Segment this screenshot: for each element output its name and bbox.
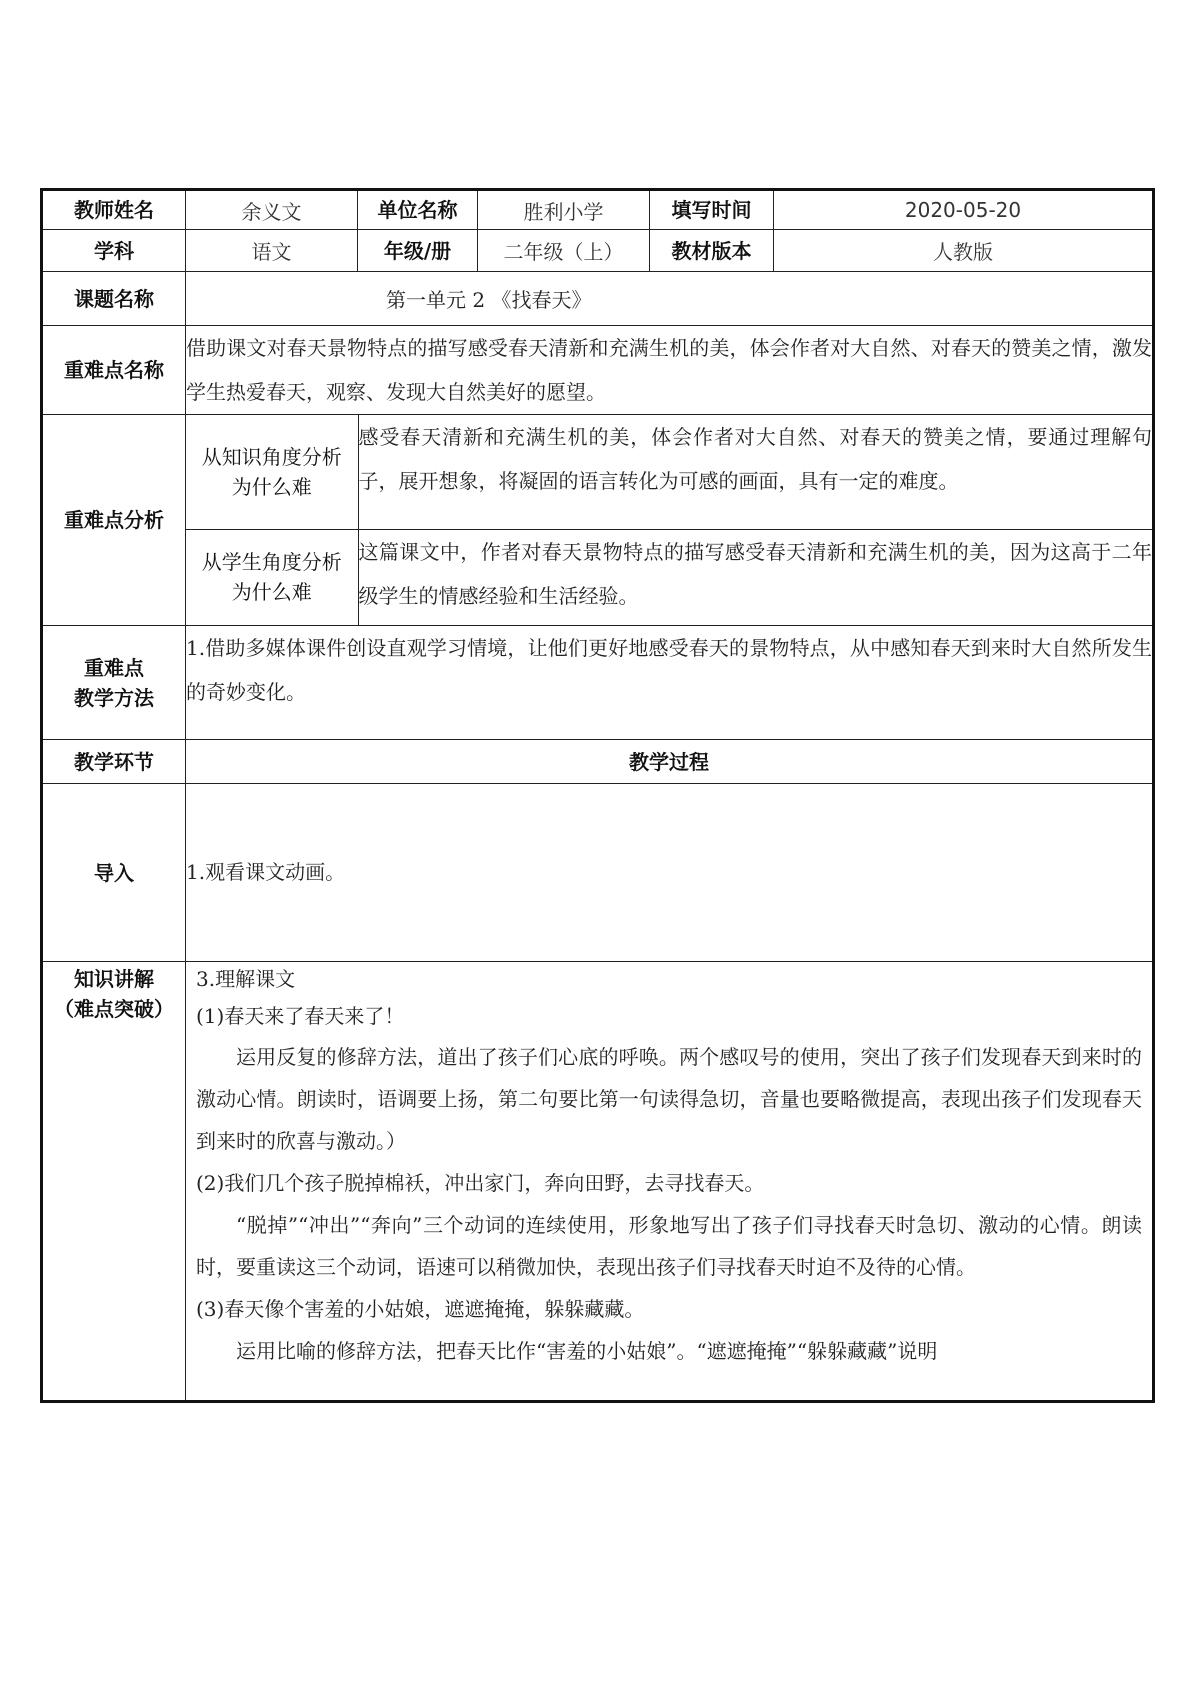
knowledge-p3: 运用反复的修辞方法，道出了孩子们心底的呼唤。两个感叹号的使用，突出了孩子们发现春天到来时的激动心情。朗读时，语调要上扬，第二句要比第一句读得急切，音量也要略微提高，表现出孩子们发现春天到来时的欣喜与激动。） <box>196 1045 1142 1153</box>
key-points-label: 重难点名称 <box>42 326 186 415</box>
knowledge-angle-text: 感受春天清新和充满生机的美，体会作者对大自然、对春天的赞美之情，要通过理解句子，展开想象，将凝固的语言转化为可感的画面，具有一定的难度。 <box>358 415 1152 529</box>
intro-text: 1.观看课文动画。 <box>186 784 1154 962</box>
method-label: 重难点 教学方法 <box>42 626 186 740</box>
knowledge-p6: (3)春天像个害羞的小姑娘，遮遮掩掩，躲躲藏藏。 <box>196 1297 645 1321</box>
method-row <box>42 626 1154 740</box>
analysis-subtable <box>186 415 1152 625</box>
knowledge-p7: 运用比喻的修辞方法，把春天比作“害羞的小姑娘”。“遮遮掩掩”“躲躲藏藏”说明 <box>236 1339 938 1363</box>
lesson-row <box>42 272 1154 326</box>
intro-label: 导入 <box>42 784 186 962</box>
student-angle-label: 从学生角度分析 为什么难 <box>186 529 358 625</box>
grade-label: 年级/册 <box>358 230 478 272</box>
edition-label: 教材版本 <box>650 230 774 272</box>
subject-value: 语文 <box>186 230 358 272</box>
knowledge-p2: (1)春天来了春天来了！ <box>196 1004 405 1028</box>
header-row-1 <box>42 190 1154 230</box>
knowledge-angle-label: 从知识角度分析 为什么难 <box>186 415 358 529</box>
header-row-2 <box>42 230 1154 272</box>
knowledge-angle-row <box>186 415 1152 529</box>
analysis-row <box>42 415 1154 626</box>
key-points-text: 借助课文对春天景物特点的描写感受春天清新和充满生机的美，体会作者对大自然、对春天的赞美之情，激发学生热爱春天，观察、发现大自然美好的愿望。 <box>186 326 1154 415</box>
knowledge-p5: “脱掉”“冲出”“奔向”三个动词的连续使用，形象地写出了孩子们寻找春天时急切、激动的心情。朗读时，要重读这三个动词，语速可以稍微加快，表现出孩子们寻找春天时迫不及待的心情。 <box>196 1213 1142 1279</box>
unit-label: 单位名称 <box>358 190 478 230</box>
teacher-value: 余义文 <box>186 190 358 230</box>
process-header: 教学过程 <box>186 740 1154 784</box>
grade-value: 二年级（上） <box>478 230 650 272</box>
student-angle-row <box>186 529 1152 625</box>
subject-label: 学科 <box>42 230 186 272</box>
intro-row <box>42 784 1154 962</box>
knowledge-label: 知识讲解 （难点突破） <box>42 962 186 1402</box>
student-angle-text: 这篇课文中，作者对春天景物特点的描写感受春天清新和充满生机的美，因为这高于二年级学生的情感经验和生活经验。 <box>358 529 1152 625</box>
unit-value: 胜利小学 <box>478 190 650 230</box>
time-value: 2020-05-20 <box>774 190 1154 230</box>
knowledge-p1: 3.理解课文 <box>196 967 296 991</box>
teacher-label: 教师姓名 <box>42 190 186 230</box>
knowledge-row <box>42 962 1154 1402</box>
knowledge-p4: (2)我们几个孩子脱掉棉袄，冲出家门，奔向田野，去寻找春天。 <box>196 1171 765 1195</box>
process-header-row <box>42 740 1154 784</box>
method-text: 1.借助多媒体课件创设直观学习情境，让他们更好地感受春天的景物特点，从中感知春天到来时大自然所发生的奇妙变化。 <box>186 626 1154 740</box>
edition-value: 人教版 <box>774 230 1154 272</box>
key-points-row <box>42 326 1154 415</box>
lesson-plan-table <box>40 188 1155 1403</box>
lesson-label: 课题名称 <box>42 272 186 326</box>
stage-header: 教学环节 <box>42 740 186 784</box>
lesson-plan-document <box>40 188 1152 1403</box>
time-label: 填写时间 <box>650 190 774 230</box>
analysis-label: 重难点分析 <box>42 415 186 626</box>
lesson-value: 第一单元 2 《找春天》 <box>186 272 1154 326</box>
knowledge-content <box>186 962 1154 1402</box>
